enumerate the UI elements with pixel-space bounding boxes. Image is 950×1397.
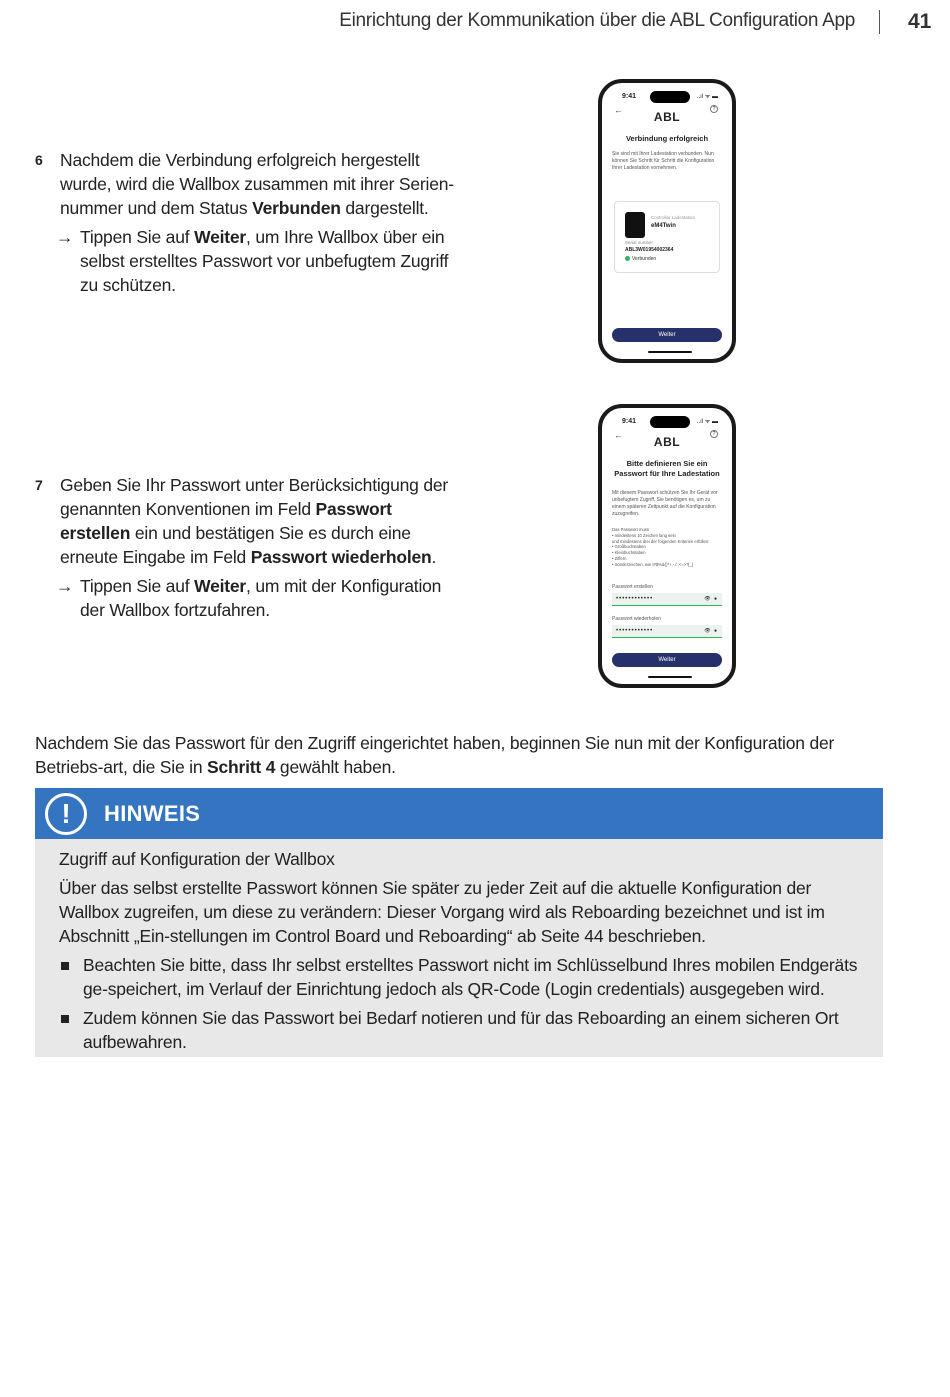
status-term: Verbunden <box>252 198 341 218</box>
password-rules <box>612 527 722 568</box>
page-number: 41 <box>908 10 932 33</box>
follow-up-paragraph <box>35 731 885 779</box>
notice-text: Über das selbst erstellte Passwort können Sie später zu jeder Zeit auf die aktuelle Konfiguration der Wallbox zugreifen, um diese zu verändern: Dieser Vorgang wird als Reboarding bezeichnet und ist im Abschnitt „Ein-stellungen im Control Board und Reboarding“ ab Seite 44 beschrieben. <box>59 878 825 946</box>
notice-body <box>35 839 883 1057</box>
card-serial: ABL3W01954002364 <box>625 247 674 253</box>
step-reference: Schritt 4 <box>207 757 276 777</box>
card-controller-label: Controller Ladestation <box>651 215 696 220</box>
screen-body: Mit diesem Passwort schützen Sie Ihr Gerät vor unbefugtem Zugriff. Sie benötigen es, um zu einem späteren Zeitpunkt auf die Konfiguration zuzugreifen. <box>612 490 718 517</box>
status-time: 9:41 <box>622 93 637 100</box>
back-arrow-icon: ← <box>614 430 623 440</box>
home-indicator <box>648 676 692 678</box>
instruction-part: Tippen Sie auf <box>80 227 195 247</box>
rule-item: • Ziffern <box>612 555 627 561</box>
abl-logo: ABL <box>653 435 681 449</box>
screen-title: Bitte definieren Sie ein Passwort für Ihre Ladestation <box>614 459 720 478</box>
step-6 <box>35 148 465 297</box>
screen-title: Verbindung erfolgreich <box>625 134 709 143</box>
exclamation-icon: ! <box>45 793 87 835</box>
field-term: Passwort wiederholen <box>250 547 432 567</box>
rule-item: • Großbuchstaben <box>612 544 646 550</box>
back-arrow-icon: ← <box>614 105 623 115</box>
status-dot-icon <box>625 256 630 261</box>
notice-item-text: Zudem können Sie das Passwort bei Bedarf notieren und für das Reboarding an einem sicheren Ort aufbewahren. <box>83 1008 839 1052</box>
card-serial-label: Serial number <box>625 240 654 245</box>
help-icon: ? <box>710 105 718 113</box>
eye-icon: 👁 ● <box>704 628 718 634</box>
step-text <box>60 473 465 569</box>
password-value: •••••••••••• <box>616 628 654 634</box>
dynamic-island <box>650 416 690 428</box>
rules-title: Das Passwort muss <box>612 527 649 532</box>
phone-screenshot-password <box>598 404 736 688</box>
instruction-part: , um mit der Konfiguration der Wallbox fortzufahren. <box>80 576 442 620</box>
phone-screenshot-connected <box>598 79 736 363</box>
status-time: 9:41 <box>622 418 637 425</box>
notice-list-item <box>59 953 859 1001</box>
instruction-part: , um Ihre Wallbox über ein selbst erstelltes Passwort vor unbefugtem Zugriff zu schützen. <box>80 227 449 295</box>
step-text-part: Nachdem die Verbindung erfolgreich hergestellt wurde, wird die Wallbox zusammen mit ihrer Serien-nummer und dem Status <box>60 150 454 218</box>
notice-item-text: Beachten Sie bitte, dass Ihr selbst erstelltes Passwort nicht im Schlüsselbund Ihres mobilen Endgeräts ge-speichert, im Verlauf der Einrichtung jedoch als QR-Code (Login credentials) ausgegeben wird. <box>83 955 858 999</box>
notice-header <box>35 788 883 839</box>
step-7 <box>35 473 465 622</box>
rule-item: • Sonderzeichen, wie !#$%&()*+,-./:;<=>?[_] <box>612 561 694 567</box>
step-number: 7 <box>35 477 43 493</box>
step-text-part: Geben Sie Ihr Passwort unter Berücksichtigung der genannten Konventionen im Feld <box>60 475 449 519</box>
card-status <box>625 256 656 262</box>
rule-item: • Kleinbuchstaben <box>612 550 646 556</box>
instruction-part: Tippen Sie auf <box>80 576 195 596</box>
rule-item: • mindestens 10 Zeichen lang sein <box>612 532 676 538</box>
password-create-label: Passwort erstellen <box>612 584 653 590</box>
status-label: Verbunden <box>632 256 657 262</box>
step-text-part: dargestellt. <box>340 198 429 218</box>
arrow-icon: → <box>56 576 74 596</box>
button-term: Weiter <box>194 576 247 596</box>
step-number: 6 <box>35 152 43 168</box>
password-repeat-field <box>612 625 722 638</box>
password-create-field <box>612 593 722 606</box>
field-term: Passwort erstellen <box>60 499 392 543</box>
phone-weiter-button: Weiter <box>612 653 722 667</box>
step-text-part: ein und bestätigen Sie es durch eine erneute Eingabe im Feld <box>60 523 411 567</box>
screen-body: Sie sind mit Ihrer Ladestation verbunden. Nun können Sie Schritt für Schritt die Konfiguration Ihrer Ladestation vornehmen. <box>612 151 715 171</box>
status-icons: ..ıl ᯤ ▬ <box>696 94 718 100</box>
page-header <box>0 8 950 38</box>
paragraph-part: Nachdem Sie das Passwort für den Zugriff eingerichtet haben, beginnen Sie nun mit der Konfiguration der Betriebs-art, die Sie in <box>35 733 835 777</box>
square-bullet-icon <box>61 962 69 970</box>
home-indicator <box>648 351 692 353</box>
help-icon: ? <box>710 430 718 438</box>
step-text <box>60 148 465 220</box>
step-instruction <box>56 225 465 297</box>
password-value: •••••••••••• <box>616 596 654 602</box>
phone-weiter-button: Weiter <box>612 328 722 342</box>
password-repeat-label: Passwort wiederholen <box>612 616 661 622</box>
button-term: Weiter <box>194 227 247 247</box>
notice-subtitle: Zugriff auf Konfiguration der Wallbox <box>59 849 335 869</box>
wallbox-image <box>625 212 645 238</box>
notice-list-item <box>59 1006 859 1054</box>
square-bullet-icon <box>61 1015 69 1023</box>
wallbox-card <box>614 201 720 273</box>
arrow-icon: → <box>56 227 74 247</box>
paragraph-part: gewählt haben. <box>275 757 396 777</box>
step-instruction <box>56 574 465 622</box>
abl-logo: ABL <box>653 110 681 124</box>
eye-icon: 👁 ● <box>704 596 718 602</box>
step-text-part: . <box>431 547 437 567</box>
notice-title: HINWEIS <box>104 801 201 826</box>
card-model: eM4Twin <box>651 223 676 229</box>
dynamic-island <box>650 91 690 103</box>
rule-item: und mindestens drei der folgenden Kriterien erfüllen: <box>612 538 710 544</box>
header-title: Einrichtung der Kommunikation über die ABL Configuration App <box>339 10 855 31</box>
status-icons: ..ıl ᯤ ▬ <box>696 419 718 425</box>
header-divider <box>879 10 880 34</box>
